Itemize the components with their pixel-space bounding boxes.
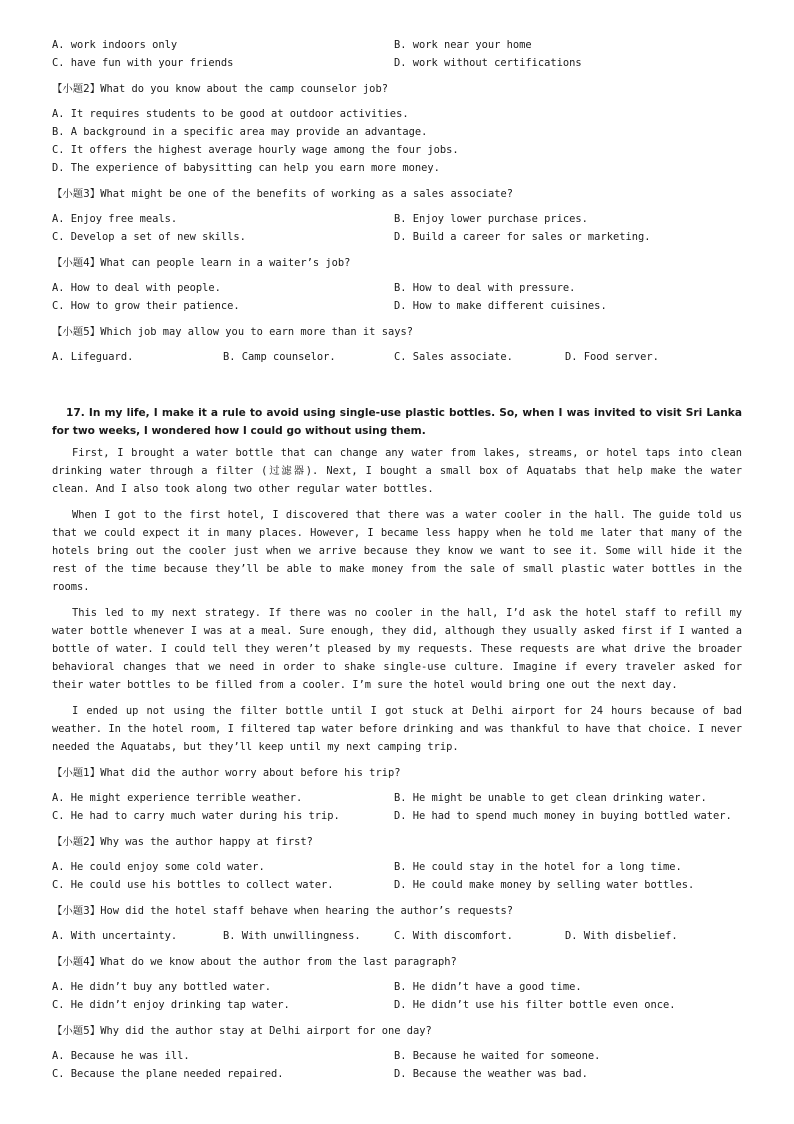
s1-q5-stem — [52, 323, 742, 341]
option-c: C. Develop a set of new skills. — [52, 231, 246, 243]
option-c: C. With discomfort. — [394, 930, 513, 942]
option-b: B. He could stay in the hotel for a long time. — [394, 861, 682, 873]
question-text: How did the hotel staff behave when hearing the author’s requests? — [100, 905, 514, 917]
option-a: A. How to deal with people. — [52, 282, 221, 294]
option-a: A. With uncertainty. — [52, 930, 178, 942]
s1-q3-options-row-2 — [52, 228, 742, 246]
s2-q4-options-row-2 — [52, 996, 742, 1014]
question-tag: 【小题4】 — [52, 257, 101, 269]
option-d: D. How to make different cuisines. — [394, 300, 607, 312]
passage-paragraph-3: This led to my next strategy. If there was no cooler in the hall, I’d ask the hotel staff to refill my water bottle whenever I was at a meal. Sure enough, they did, although they usually asked first if I wanted a bottle of water. I could tell they weren’t pleased by my requests. These requests are what drive the broader behavioral changes that we need in order to shake single-use culture. Imagine if every traveler asked for their water bottles to be filled from a cooler. I’m sure the hotel would bring one out the next day. — [52, 607, 742, 691]
s2-q5-stem — [52, 1022, 742, 1040]
passage-paragraph-1: First, I brought a water bottle that can change any water from lakes, streams, or hotel taps into clean drinking water through a filter (过滤器). Next, I bought a small box of Aquatabs that help make the water clean. And I also took along two other regular water bottles. — [52, 447, 742, 495]
question-text: Why did the author stay at Delhi airport for one day? — [100, 1025, 432, 1037]
s2-q5-options-row-2 — [52, 1065, 742, 1083]
option-c: C. have fun with your friends — [52, 57, 234, 69]
s2-q2-stem — [52, 833, 742, 851]
option-b: B. He might be unable to get clean drinking water. — [394, 792, 707, 804]
question-tag: 【小题4】 — [52, 956, 101, 968]
option-b: B. Enjoy lower purchase prices. — [394, 213, 588, 225]
option-d: D. With disbelief. — [565, 930, 678, 942]
option-d: D. Build a career for sales or marketing. — [394, 231, 651, 243]
option-d: D. Food server. — [565, 351, 659, 363]
exam-page — [52, 36, 742, 1083]
question-text: What do we know about the author from the last paragraph? — [100, 956, 457, 968]
option-d: D. Because the weather was bad. — [394, 1068, 588, 1080]
question-text: What might be one of the benefits of working as a sales associate? — [100, 188, 514, 200]
question-tag: 【小题1】 — [52, 767, 101, 779]
option-a: A. work indoors only — [52, 39, 178, 51]
s2-q1-stem — [52, 764, 742, 782]
option-d: D. He didn’t use his filter bottle even once. — [394, 999, 676, 1011]
s1-q2-stem — [52, 80, 742, 98]
option-c: C. Sales associate. — [394, 351, 513, 363]
question-tag: 【小题2】 — [52, 83, 101, 95]
option-b: B. A background in a specific area may provide an advantage. — [52, 126, 428, 138]
s1-q1-options-row-2 — [52, 54, 742, 72]
question-text: What can people learn in a waiter’s job? — [100, 257, 351, 269]
option-b: B. With unwillingness. — [223, 930, 361, 942]
s1-q4-stem — [52, 254, 742, 272]
s1-q1-options-row-1 — [52, 36, 742, 54]
question-text: What do you know about the camp counselor job? — [100, 83, 388, 95]
s2-q4-stem — [52, 953, 742, 971]
s1-q4-options-row-1 — [52, 279, 742, 297]
option-b: B. Because he waited for someone. — [394, 1050, 601, 1062]
option-b: B. work near your home — [394, 39, 532, 51]
option-b: B. He didn’t have a good time. — [394, 981, 582, 993]
option-c: C. Because the plane needed repaired. — [52, 1068, 284, 1080]
option-a: A. Because he was ill. — [52, 1050, 190, 1062]
s1-q4-options-row-2 — [52, 297, 742, 315]
question-tag: 【小题3】 — [52, 188, 101, 200]
s2-q3-options-row — [52, 927, 742, 945]
question-tag: 【小题2】 — [52, 836, 101, 848]
option-c: C. It offers the highest average hourly wage among the four jobs. — [52, 144, 459, 156]
s2-q5-options-row-1 — [52, 1047, 742, 1065]
option-c: C. He had to carry much water during his trip. — [52, 810, 340, 822]
passage-title: 17. In my life, I make it a rule to avoid using single-use plastic bottles. So, when I was invited to visit Sri Lanka for two weeks, I wondered how I could go without using them. — [52, 407, 742, 437]
option-a: A. He didn’t buy any bottled water. — [52, 981, 271, 993]
question-tag: 【小题5】 — [52, 326, 101, 338]
s2-q1-options-row-1 — [52, 789, 742, 807]
option-d: D. He could make money by selling water bottles. — [394, 879, 695, 891]
option-b: B. Camp counselor. — [223, 351, 336, 363]
option-d: D. The experience of babysitting can help you earn more money. — [52, 162, 440, 174]
s2-q2-options-row-1 — [52, 858, 742, 876]
option-c: C. He didn’t enjoy drinking tap water. — [52, 999, 290, 1011]
passage-paragraph-2: When I got to the first hotel, I discovered that there was a water cooler in the hall. The guide told us that we could expect it in many places. However, I became less happy when he told me later that many of the hotels bring out the cooler just when we arrive because they know we want to see it. Some will hide it the rest of the time because they’ll be able to make money from the sale of small plastic water bottles in the rooms. — [52, 509, 742, 593]
question-text: Which job may allow you to earn more than it says? — [100, 326, 413, 338]
question-text: Why was the author happy at first? — [100, 836, 313, 848]
option-d: D. work without certifications — [394, 57, 582, 69]
s1-q5-options-row — [52, 348, 742, 366]
s2-q3-stem — [52, 902, 742, 920]
s2-q1-options-row-2 — [52, 807, 742, 825]
option-c: C. He could use his bottles to collect water. — [52, 879, 334, 891]
option-a: A. Enjoy free meals. — [52, 213, 178, 225]
section-spacer — [52, 366, 742, 404]
s2-q2-options-row-2 — [52, 876, 742, 894]
s1-q3-stem — [52, 185, 742, 203]
option-d: D. He had to spend much money in buying bottled water. — [394, 810, 732, 822]
option-a: A. He might experience terrible weather. — [52, 792, 303, 804]
option-a: A. He could enjoy some cold water. — [52, 861, 265, 873]
question-tag: 【小题5】 — [52, 1025, 101, 1037]
s2-q4-options-row-1 — [52, 978, 742, 996]
passage-paragraph-4: I ended up not using the filter bottle until I got stuck at Delhi airport for 24 hours because of bad weather. In the hotel room, I filtered tap water before drinking and was thankful to have that choice. I never needed the Aquatabs, but they’ll keep until my next camping trip. — [52, 705, 742, 753]
question-text: What did the author worry about before his trip? — [100, 767, 401, 779]
option-a: A. It requires students to be good at outdoor activities. — [52, 108, 409, 120]
s1-q3-options-row-1 — [52, 210, 742, 228]
option-a: A. Lifeguard. — [52, 351, 134, 363]
option-c: C. How to grow their patience. — [52, 300, 240, 312]
option-b: B. How to deal with pressure. — [394, 282, 576, 294]
question-tag: 【小题3】 — [52, 905, 101, 917]
